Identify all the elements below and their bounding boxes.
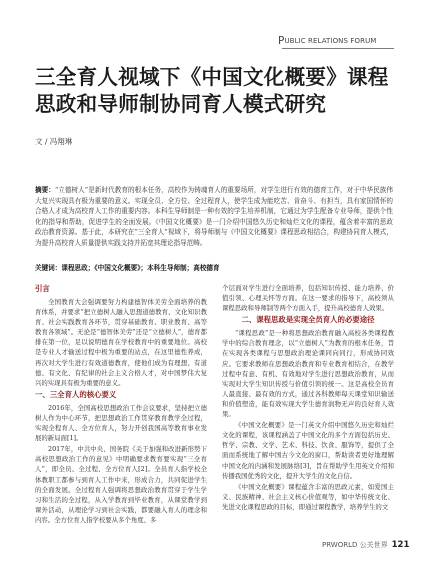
article-title: 三全育人视域下《中国文化概要》课程思政和导师制协同育人模式研究: [35, 65, 389, 116]
paragraph: 2016年，全国高校思想政治工作会议要求，坚持把立德树人作为中心环节，把思想政治工作贯穿教育教学全过程，实现全程育人、全方位育人，努力开创我国高等教育事业发展的新局面[1]。: [35, 403, 207, 443]
author-byline: 文 / 冯翔琳: [35, 137, 73, 146]
paragraph: “课程思政”是一种将思想政治教育融入高校各类课程教学中的综合教育理念，以“立德树人”为教育的根本任务，旨在实现各类课程与思想政治理论课同向同行，形成协同效应。它要求教师在思想政治教育和专业教育相结合，在教学过程中有意、有机、有效地对学生进行思想政治教育，从而实现对大学生知识传授与价值引领的统一。这是高校全员育人最直接、最有效的方式，通过各科教师每天课堂知识输送和价值塑造，能有效实现大学生德育润物无声的良好育人效果。: [222, 329, 394, 419]
keywords-text: 课程思政；《中国文化概要》；本科生导师制；高校德育: [61, 264, 220, 272]
right-column: [222, 283, 394, 513]
abstract-text: “立德树人”是新时代教育的根本任务，高校作为铸魂育人的重要场所，对学生进行有效的德育工作，对于中华民族伟大复兴实现具有极为重要的意义。实现全员、全方位、全过程育人，使学生成为能吃苦、肯奋斗、有担当，具有家国情怀的合格人才成为高校育人工作的重要内容。本科生导师制是一种有效的学生培养机制，它通过为学生配备专业导师，提供个性化的指导和帮助，促进学生的全面发展。《中国文化概要》是一门介绍中国悠久历史和灿烂文化的课程，蕴含着丰富的思政政治教育资源。基于此，本研究在“三全育人”视域下，将导师制与《中国文化概要》课程思政相结合，构建协同育人模式，为提升高校育人质量提供实践支持并拓宽其理论指导范畴。: [35, 186, 393, 247]
paragraph: 2017年，中共中央、国务院《关于加强和改进新形势下高校思想政治工作的意见》中明确要求教育要实现“三全育人”，即全员、全过程、全方位育人[2]。全员育人指学校全体教职工都参与到育人工作中来，形成合力，共同促进学生的全面发展。全过程育人强调将思想政治教育贯穿于学生学习和生活的全过程，从入学教育到毕业教育，从课堂教学到课外活动，从理论学习到社会实践，都要融入育人的理念和内容。全方位育人指学校要从多个角度、多: [35, 445, 207, 524]
left-column: [35, 283, 207, 526]
publication-name: PRWORLD 公关世界: [322, 541, 388, 549]
header-rule: [282, 48, 394, 49]
section-header: [278, 35, 392, 47]
page-number: 121: [391, 540, 410, 550]
keywords-label: 关键词：: [35, 264, 62, 272]
section-heading-one: 一、三全育人的核心要义: [35, 389, 117, 399]
paragraph: 《中国文化概要》是一门英文介绍中国悠久历史和灿烂文化的课程，该课程涵盖了中国文化的多个方面包括历史、哲学、宗教、文学、艺术、科技、饮食、服饰等，提供了全面而系统地了解中国古今文化的窗口，帮助读者更好地理解中国文化的内涵和发展脉络[3]，旨在帮助学生用英文介绍和传播我国优秀的文化，提升大学生的文化自信。: [222, 421, 394, 480]
paragraph: 全国教育大会强调要努力构建德智体美劳全面培养的教育体系，并要求“把立德树人融入思想道德教育、文化知识教育、社会实践教育各环节，贯穿基础教育、职业教育、高等教育各领域”。无论是“德智体美劳”还是“立德树人”，德育都排在第一位，足以说明德育在学校教育中的重要地位。高校是专业人才输送过程中极为重要的站点，在这里德性养成，再次对大学生进行有效道德教育，使他们成为有理想、有道德、有文化、有纪律的社会主义合格人才，对中国梦伟大复兴的实现具有极为重要的意义。: [35, 298, 207, 387]
section-heading-two: 二、课程思政是实现全员育人的必要途径: [241, 315, 375, 325]
abstract: [35, 185, 393, 248]
paragraph: 个层面对学生进行全面培养，包括知识传授、能力培养、价值引领、心理关怀等方面。在这一要求的指导下，高校须从课程思政和导师制等两个方面入手，提升高校德育人效果。: [222, 284, 394, 313]
abstract-label: 摘要：: [35, 186, 55, 194]
keywords: [35, 262, 393, 272]
page-footer: [322, 540, 409, 550]
section-heading-intro: 引言: [35, 284, 50, 293]
header-text: UBLIC RELATIONS FORUM: [284, 37, 377, 45]
paragraph: 《中国文化概要》课程蕴含丰富的思政元素，如爱国主义、民族精神、社会主义核心价值观等，如中华传统文化、先进文化课程思政的目标，即通过课程教学，培养学生的文: [222, 482, 394, 511]
header-initial: P: [278, 35, 285, 47]
